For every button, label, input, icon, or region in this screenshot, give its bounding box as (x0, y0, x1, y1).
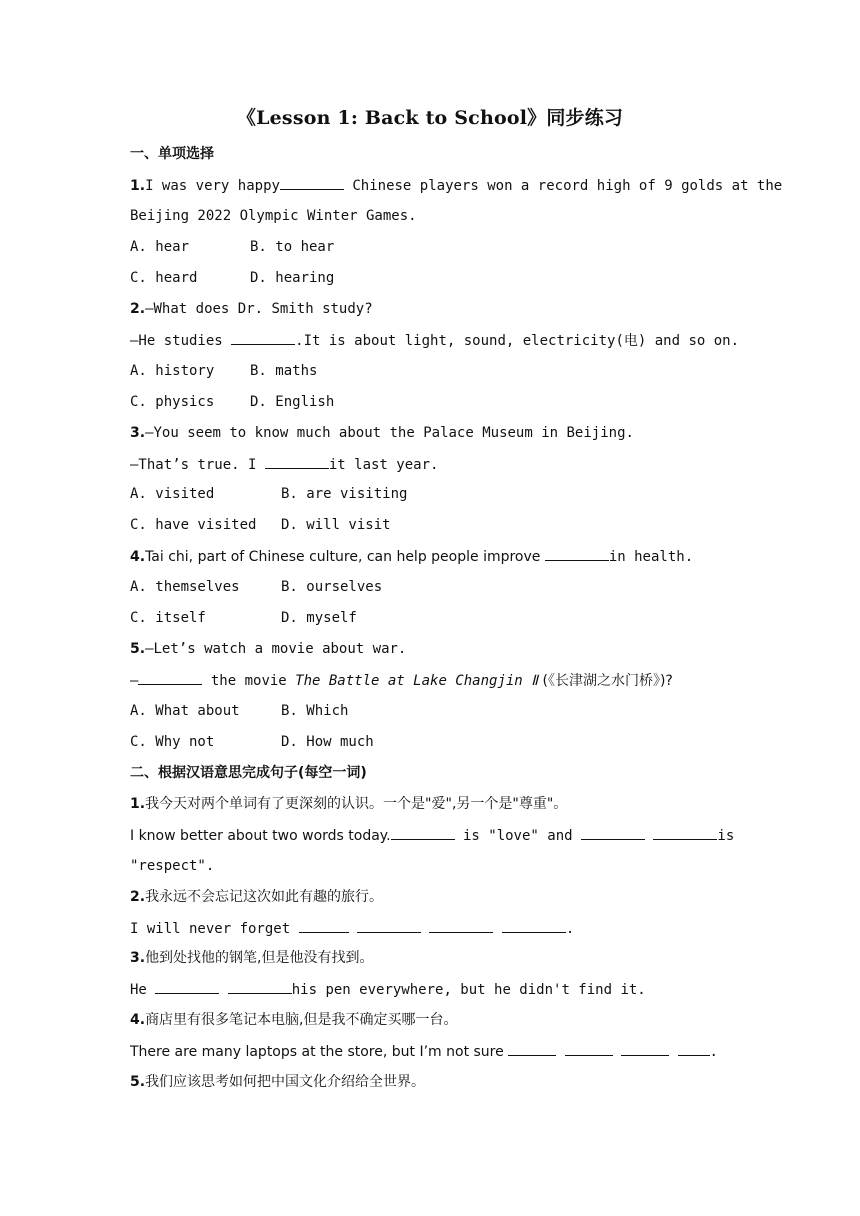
answer-blank[interactable] (565, 1041, 613, 1056)
question-text: —What does Dr. Smith study? (145, 301, 373, 317)
answer-blank[interactable] (228, 979, 292, 994)
option-d[interactable]: D. myself (281, 610, 357, 626)
option-a[interactable]: A. What about (130, 703, 240, 719)
english-text: He (130, 982, 156, 998)
question-text: —You seem to know much about the Palace Museum in Beijing. (145, 425, 634, 441)
sentence-3-english (130, 979, 646, 1000)
chinese-text: 我们应该思考如何把中国文化介绍给全世界。 (145, 1074, 426, 1090)
english-text: . (709, 1044, 718, 1060)
question-text: Chinese players won a record high of 9 golds at the (343, 178, 783, 194)
answer-blank[interactable] (357, 918, 421, 933)
sentence-3-chinese (130, 948, 374, 968)
page-title: 《Lesson 1: Back to School》同步练习 (236, 107, 624, 129)
sentence-2-english (130, 918, 574, 939)
answer-blank[interactable] (391, 825, 455, 840)
question-text: it last year. (328, 457, 439, 473)
option-d[interactable]: D. How much (281, 734, 374, 750)
question-number: 5. (130, 1074, 146, 1090)
answer-blank[interactable] (653, 825, 717, 840)
question-number: 1. (130, 178, 146, 194)
question-number: 1. (130, 796, 146, 812)
answer-blank[interactable] (231, 330, 295, 345)
answer-blank[interactable] (265, 454, 329, 469)
question-3-answer-line (130, 454, 438, 475)
answer-blank[interactable] (280, 175, 344, 190)
question-5 (130, 639, 406, 659)
answer-blank[interactable] (299, 918, 349, 933)
question-text: Tai chi, part of Chinese culture, can help people improve (145, 549, 545, 565)
sentence-2-chinese (130, 887, 383, 907)
section-heading-choice: 一、单项选择 (130, 146, 214, 162)
chinese-text: 我今天对两个单词有了更深刻的认识。一个是"爱",另一个是"尊重"。 (145, 796, 568, 812)
answer-blank[interactable] (545, 546, 609, 561)
english-text: his pen everywhere, but he didn't find it. (291, 982, 646, 998)
question-5-answer-line (130, 670, 673, 691)
question-text: in health. (608, 549, 694, 565)
answer-blank[interactable] (621, 1041, 669, 1056)
section-heading-translation: 二、根据汉语意思完成句子(每空一词) (130, 765, 367, 781)
sentence-4-english (130, 1041, 718, 1062)
english-text: I know better about two words today. (130, 828, 391, 844)
question-2-answer-line (130, 330, 739, 351)
movie-title: The Battle at Lake Changjin Ⅱ (295, 673, 539, 689)
option-a[interactable]: A. hear (130, 239, 190, 255)
option-a[interactable]: A. themselves (130, 579, 240, 595)
option-b[interactable]: B. maths (250, 363, 318, 379)
chinese-text: 商店里有很多笔记本电脑,但是我不确定买哪一台。 (145, 1012, 458, 1028)
question-text: (《长津湖之水门桥》)? (538, 673, 673, 689)
option-b[interactable]: B. Which (281, 703, 349, 719)
option-c[interactable]: C. itself (130, 610, 206, 626)
question-4 (130, 546, 693, 567)
sentence-4-chinese (130, 1010, 458, 1030)
question-text: .It is about light, sound, electricity(电) and so on. (295, 333, 740, 349)
english-text: I will never forget (130, 921, 299, 937)
question-number: 4. (130, 1012, 146, 1028)
sentence-1-english (130, 825, 734, 846)
question-2 (130, 299, 373, 319)
option-d[interactable]: D. English (250, 394, 335, 410)
sentence-1-english-continued: "respect". (130, 858, 215, 874)
answer-blank[interactable] (678, 1041, 710, 1056)
option-c[interactable]: C. heard (130, 270, 198, 286)
sentence-5-chinese (130, 1072, 425, 1092)
question-3 (130, 423, 634, 443)
question-number: 3. (130, 425, 146, 441)
question-1 (130, 175, 782, 196)
sentence-1-chinese (130, 794, 567, 814)
question-number: 2. (130, 889, 146, 905)
english-text: . (565, 921, 575, 937)
question-text: I was very happy (145, 178, 280, 194)
english-text: There are many laptops at the store, but I’m not sure (130, 1044, 509, 1060)
question-number: 5. (130, 641, 146, 657)
answer-blank[interactable] (581, 825, 645, 840)
question-1-continued: Beijing 2022 Olympic Winter Games. (130, 208, 417, 224)
option-c[interactable]: C. Why not (130, 734, 215, 750)
answer-blank[interactable] (502, 918, 566, 933)
option-c[interactable]: C. have visited (130, 517, 257, 533)
option-d[interactable]: D. will visit (281, 517, 391, 533)
question-text: —That’s true. I (130, 457, 265, 473)
option-b[interactable]: B. ourselves (281, 579, 383, 595)
answer-blank[interactable] (155, 979, 219, 994)
option-a[interactable]: A. visited (130, 486, 215, 502)
chinese-text: 他到处找他的钢笔,但是他没有找到。 (145, 950, 374, 966)
question-text: —He studies (130, 333, 232, 349)
english-text: is "love" and (454, 828, 581, 844)
english-text: is (717, 828, 735, 844)
option-a[interactable]: A. history (130, 363, 215, 379)
option-c[interactable]: C. physics (130, 394, 215, 410)
option-b[interactable]: B. to hear (250, 239, 335, 255)
question-number: 3. (130, 950, 146, 966)
question-number: 4. (130, 549, 146, 565)
option-d[interactable]: D. hearing (250, 270, 335, 286)
question-text: the movie (202, 673, 296, 689)
question-text: — (130, 673, 139, 689)
question-text: —Let’s watch a movie about war. (145, 641, 407, 657)
answer-blank[interactable] (138, 670, 202, 685)
option-b[interactable]: B. are visiting (281, 486, 408, 502)
question-number: 2. (130, 301, 146, 317)
chinese-text: 我永远不会忘记这次如此有趣的旅行。 (145, 889, 384, 905)
answer-blank[interactable] (429, 918, 493, 933)
answer-blank[interactable] (508, 1041, 556, 1056)
